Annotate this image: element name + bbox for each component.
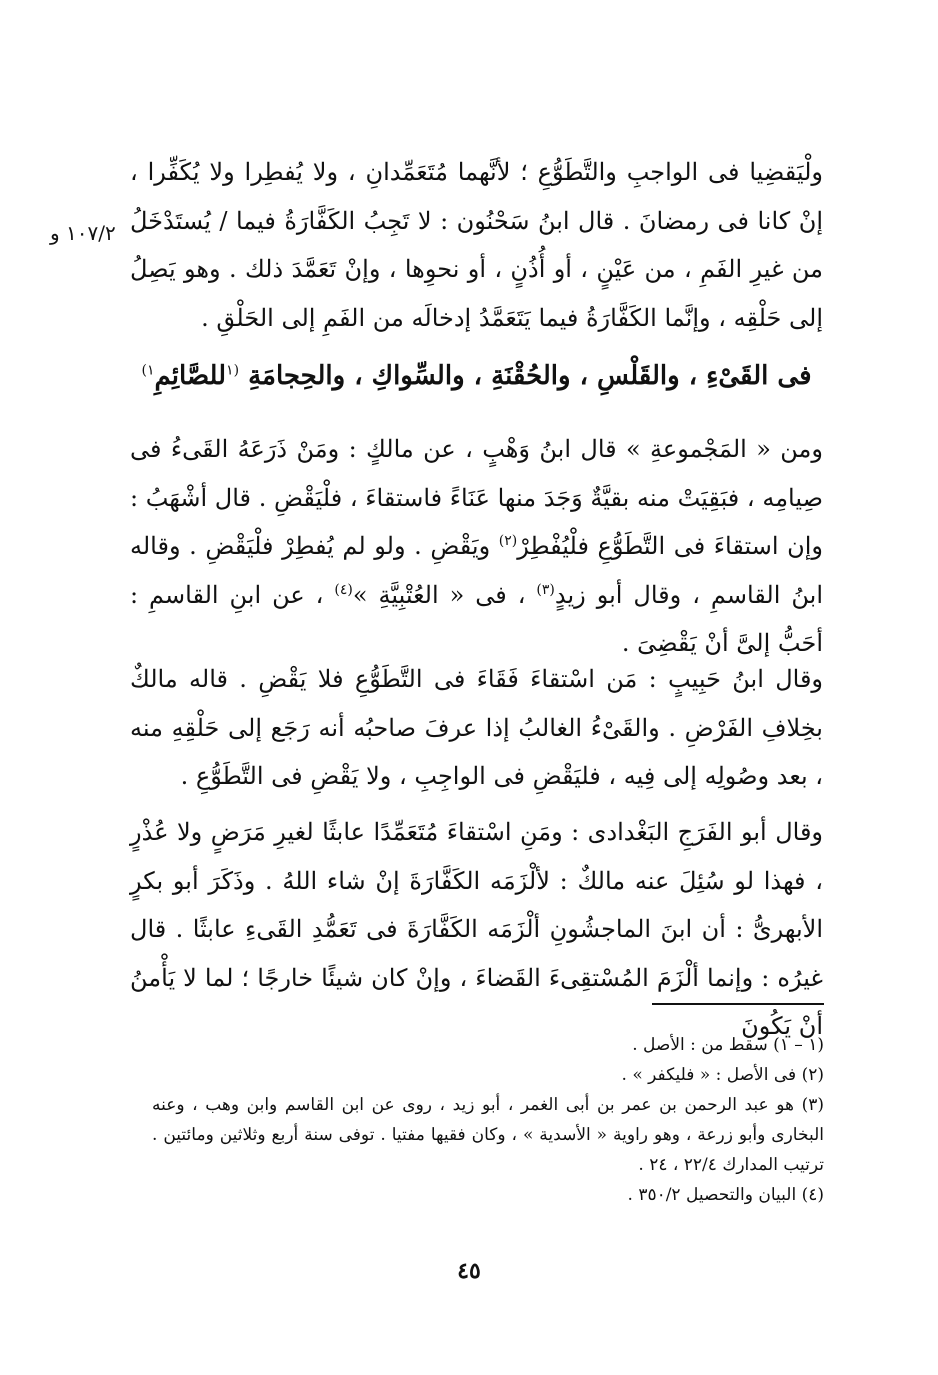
paragraph-4: وقال أبو الفَرَجِ البَغْدادى : ومَنِ اسْتقاءَ مُتَعَمِّدًا عابثًا لغيرِ مَرَضٍ ولا عُذْرٍ ، فهذا لو سُئِلَ عنه مالكٌ : لألْزَمَه الكَفَّارَةَ إنْ شاء اللهُ . وذَكَرَ أبو بكرٍ الأبهرىُّ : أن ابنَ الماجشُونِ ألْزَمَه الكَفَّارَةَ فى تَعَمُّدِ القَىءِ عابثًا . قال غيرُه : وإنما ألْزَمَ المُسْتقِىءَ القَضاءَ ، وإنْ كان شيئًا خارجًا ؛ لما لا يَأْمنُ أنْ يَكُونَ xyxy=(130,818,823,1040)
section-heading xyxy=(130,352,823,400)
paragraph-block-4 xyxy=(130,808,823,1051)
heading-footnote-open: (١ xyxy=(226,362,240,379)
paragraph-2-part-2: ويَقْضِ . ولو لم يُفطِرْ فلْيَقْضِ . وقاله ابنُ القاسمِ ، وقال أبو زيدٍ xyxy=(130,532,823,609)
paragraph-2-part-1: ومن « المَجْموعةِ » قال ابنُ وَهْبٍ ، عن مالكٍ : ومَنْ ذَرَعَهُ القَىءُ فى صِيامِه ، فبَقِيَتْ منه بقيَّةٌ وَجَدَ منها عَنَاءً فاستقاءَ ، فلْيَقْضِ . قال أشْهَبُ : وإن استقاءَ فى التَّطَوُّعِ فلْيُفْطِرْ xyxy=(130,435,823,560)
footnote-3: (٣) هو عبد الرحمن بن عمر بن أبى الغمر ، أبو زيد ، روى عن ابن القاسم وابن وهب ، وعنه البخارى وأبو زرعة ، وهو راوية « الأسدية » ، وكان فقيها مفتيا . توفى سنة أربع وثلاثين ومائتين . ترتيب المدارك ٢٢/٤ ، ٢٤ . xyxy=(152,1095,824,1175)
paragraph-block-2 xyxy=(130,425,823,668)
heading-footnote-close: ١) xyxy=(141,362,155,379)
footnote-ref-4: (٤) xyxy=(334,581,353,598)
heading-tail: للصَّائِمِ xyxy=(154,361,227,391)
paragraph-2 xyxy=(130,425,823,668)
footnote-1: (١ – ١) سقط من : الأصل . xyxy=(632,1035,824,1055)
footnote-divider xyxy=(652,1003,824,1005)
footnote-ref-3: (٣) xyxy=(536,581,555,598)
paragraph-block-1 xyxy=(130,148,823,342)
footnote-ref-2: (٢) xyxy=(498,533,518,549)
paragraph-block-3 xyxy=(130,655,823,801)
paragraph-1: ولْيَقضِيا فى الواجبِ والتَّطَوُّعِ ؛ لأنَّهما مُتَعَمِّدانِ ، ولا يُفطِرا ولا يُكَفِّرا ، إنْ كانا فى رمضانَ . قال ابنُ سَحْنُون : لا تَجِبُ الكَفَّارَةُ فيما / يُستَدْخَلُ من غيرِ الفَمِ ، من عَيْنٍ ، أو أُذُنٍ ، أو نحوِها ، وإنْ تَعَمَّدَ ذلك . وهو يَصِلُ إلى حَلْقِه ، وإنَّما الكَفَّارَةُ فيما يَتَعَمَّدُ إدخالَه من الفَمِ إلى الحَلْقِ . xyxy=(130,158,823,332)
footnotes xyxy=(152,1030,824,1210)
heading-main: فى القَىْءِ ، والقَلْسِ ، والحُقْنَةِ ، والسِّواكِ ، والحِجامَةِ xyxy=(239,361,812,391)
footnote-4: (٤) البيان والتحصيل ٣٥٠/٢ . xyxy=(627,1185,824,1205)
footnote-2: (٢) فى الأصل : « فليكفر » . xyxy=(621,1065,824,1085)
paragraph-2-part-4: ، عن ابنِ القاسمِ : أحَبُّ إلىَّ أنْ يَقْضِىَ . xyxy=(130,580,823,657)
margin-manuscript-reference: ١٠٧/٢ و xyxy=(50,221,116,245)
paragraph-2-part-3: ، فى « العُتْبِيَّةِ » xyxy=(352,580,537,609)
page-number: ٤٥ xyxy=(457,1258,481,1284)
paragraph-3: وقال ابنُ حَبِيبٍ : مَن اسْتقاءَ فَقَاءَ فى التَّطَوُّعِ فلا يَقْضِ . قاله مالكٌ بخِلافِ الفَرْضِ . والقَىْءُ الغالبُ إذا عرفَ صاحبُه أنه رَجَع إلى حَلْقِهِ منه ، بعد وصُولِه إلى فِيه ، فليَقْضِ فى الواجِبِ ، ولا يَقْضِ فى التَّطَوُّعِ . xyxy=(130,665,823,790)
